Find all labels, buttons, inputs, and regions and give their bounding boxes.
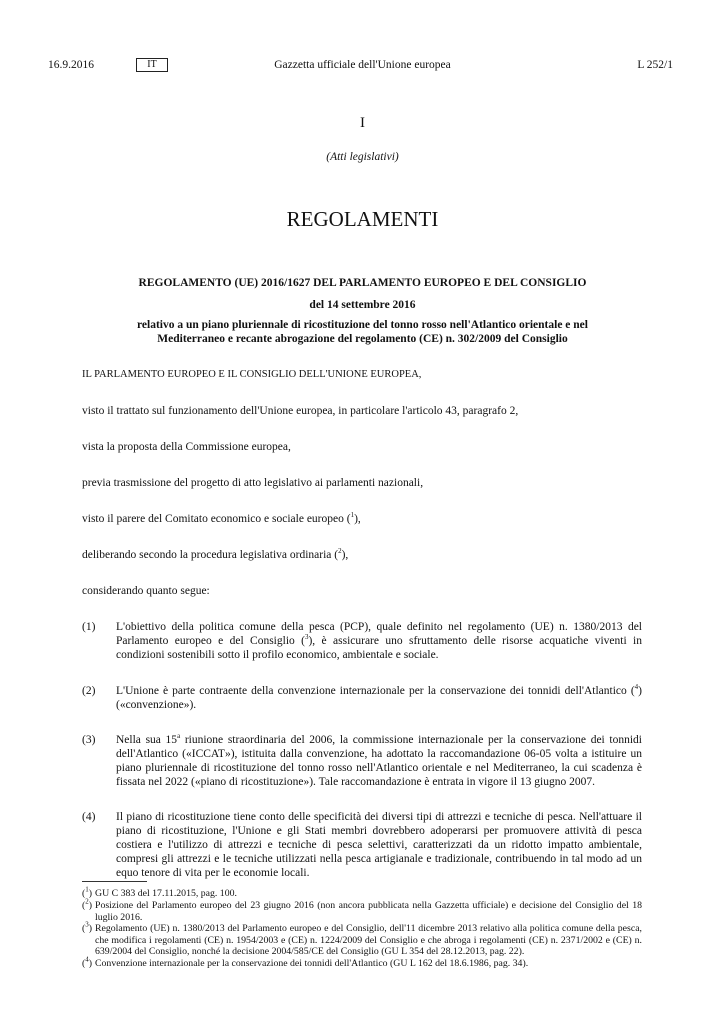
section-numeral: I bbox=[360, 115, 365, 131]
footnote-ref[interactable]: 2 bbox=[338, 547, 342, 556]
recital-number: (3) bbox=[82, 734, 96, 746]
language-code-box: IT bbox=[136, 58, 168, 72]
recital-number: (4) bbox=[82, 811, 96, 823]
preamble-visto-trattato: visto il trattato sul funzionamento dell'Unione europea, in particolare l'articolo 43, paragrafo 2, bbox=[82, 405, 519, 417]
footnote-text: Convenzione internazionale per la conservazione dei tonnidi dell'Atlantico (GU L 162 del 18.6.1986, pag. 34). bbox=[95, 958, 529, 969]
recital-number: (2) bbox=[82, 685, 96, 697]
footnote: ($^4$) Convenzione internazionale per la conservazione dei tonnidi dell'Atlantico (GU L 162 del 18.6.1986, pag. 34). bbox=[82, 958, 642, 970]
footnote-ref[interactable]: 1 bbox=[350, 511, 355, 520]
page-reference: L 252/1 bbox=[637, 59, 673, 71]
regulation-subject-line-1: relativo a un piano pluriennale di ricostituzione del tonno rosso nell'Atlantico orientale e nel bbox=[137, 319, 588, 331]
preamble-considerando: considerando quanto segue: bbox=[82, 585, 210, 597]
regulation-subject-line-2: Mediterraneo e recante abrogazione del regolamento (CE) n. 302/2009 del Consiglio bbox=[157, 333, 568, 345]
recital-text: L'Unione è parte contraente della convenzione internazionale per la conservazione dei tonnidi dell'Atlantico ($^4$) («convenzione»). bbox=[116, 683, 642, 711]
footnote-ref[interactable]: 4 bbox=[634, 683, 639, 692]
preamble-previa-trasmissione: previa trasmissione del progetto di atto legislativo ai parlamenti nazionali, bbox=[82, 477, 424, 489]
footnote-text: GU C 383 del 17.11.2015, pag. 100. bbox=[95, 888, 237, 899]
footnote: ($^3$) Regolamento (UE) n. 1380/2013 del Parlamento europeo e del Consiglio, dell'11 dicembre 2013 relativo alla politica comune della pesca, che modifica i regolamenti (CE) n. 1954/2003 e (CE) n. 1224/2009 del Consiglio e che abroga i regolamenti (CE) n. 2371/2002 e (CE) n. 639/2004 del Consiglio, nonché la decisione 2004/585/CE del Consiglio (GU L 354 del 28.12.2013, pag. 22). bbox=[82, 920, 642, 957]
section-subtitle: (Atti legislativi) bbox=[326, 151, 399, 163]
regulation-date: del 14 settembre 2016 bbox=[309, 299, 416, 311]
publication-date: 16.9.2016 bbox=[48, 59, 94, 71]
ordinal-suffix: a bbox=[177, 732, 181, 741]
preamble-authors: IL PARLAMENTO EUROPEO E IL CONSIGLIO DELL'UNIONE EUROPEA, bbox=[82, 369, 422, 380]
footnote: ($^1$) GU C 383 del 17.11.2015, pag. 100. bbox=[82, 888, 642, 900]
preamble-visto-parere: visto il parere del Comitato economico e sociale europeo ($^1$), bbox=[82, 511, 361, 525]
footnote-text: Regolamento (UE) n. 1380/2013 del Parlamento europeo e del Consiglio, dell'11 dicembre 2013 relativo alla politica comune della pesca, che modifica i regolamenti (CE) n. 1954/2003 e (CE) n. 1224/2009 del Consiglio e che abroga i regolamenti (CE) n. 2371/2002 e (CE) n. 639/2004 del Consiglio, nonché la decisione 2004/585/CE del Consiglio (GU L 354 del 28.12.2013, pag. 22). bbox=[95, 923, 642, 957]
footnote-text: Posizione del Parlamento europeo del 23 giugno 2016 (non ancora pubblicata nella Gazzetta ufficiale) e decisione del Consiglio del 18 luglio 2016. bbox=[95, 900, 642, 923]
journal-title: Gazzetta ufficiale dell'Unione europea bbox=[274, 59, 451, 71]
recital-number: (1) bbox=[82, 621, 96, 633]
footnote-ref[interactable]: 3 bbox=[304, 633, 309, 642]
section-heading: REGOLAMENTI bbox=[286, 207, 439, 231]
recital-text: L'obiettivo della politica comune della pesca (PCP), quale definito nel regolamento (UE) n. 1380/2013 del Parlamento europeo e del Consiglio ($^3$), è assicurare uno sfruttamento delle risorse acquatiche viventi in condizioni sostenibili sotto il profilo economico, ambientale e sociale. bbox=[116, 621, 642, 661]
preamble-vista-proposta: vista la proposta della Commissione europea, bbox=[82, 441, 291, 453]
recital-text: Il piano di ricostituzione tiene conto delle specificità dei diversi tipi di attrezzi e tecniche di pesca. Nell'attuare il piano di ricostituzione, l'Unione e gli Stati membri dovrebbero adoperarsi per promuovere attività di pesca costiera e l'utilizzo di attrezzi e tecniche di pesca selettivi, caratterizzati da un ridotto impatto ambientale, compresi gli attrezzi e le tecniche utilizzati nella pesca artigianale e tradizionale, contribuendo in tal modo ad un equo tenore di vita per le economie locali. bbox=[116, 811, 642, 879]
preamble-deliberando: deliberando secondo la procedura legislativa ordinaria ($^2$), bbox=[82, 547, 349, 561]
recital-text: Nella sua 15$^a$ riunione straordinaria del 2006, la commissione internazionale per la conservazione dei tonnidi dell'Atlantico («ICCAT»), istituita dalla convenzione, ha adottato la raccomandazione 06-05 volta a istituire un piano pluriennale di ricostituzione del tonno rosso nell'Atlantico orientale e nel Mediterraneo, la cui scadenza è fissata nel 2022 («piano di ricostituzione»). Tale raccomandazione è entrata in vigore il 13 giugno 2007. bbox=[116, 732, 642, 788]
footnote: ($^2$) Posizione del Parlamento europeo del 23 giugno 2016 (non ancora pubblicata nella Gazzetta ufficiale) e decisione del Consiglio del 18 luglio 2016. bbox=[82, 897, 642, 923]
regulation-title: REGOLAMENTO (UE) 2016/1627 DEL PARLAMENTO EUROPEO E DEL CONSIGLIO bbox=[138, 277, 587, 289]
footnote-divider bbox=[82, 881, 147, 882]
